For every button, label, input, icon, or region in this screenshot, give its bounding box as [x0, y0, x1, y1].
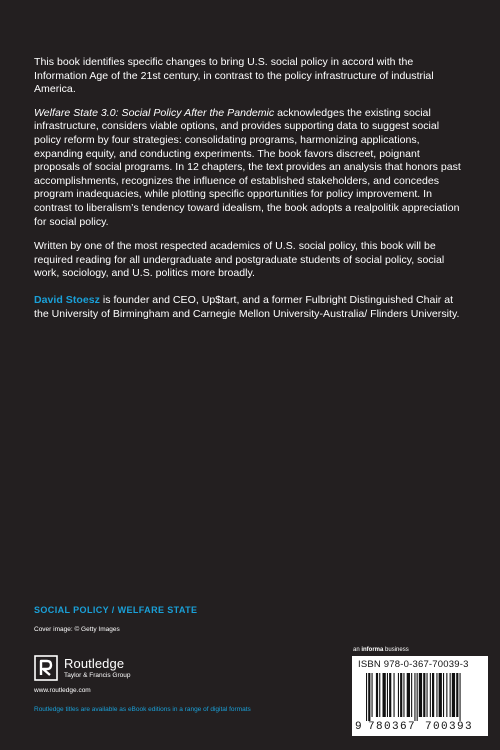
- barcode-bar: [414, 673, 415, 721]
- blurb-paragraph-3: Written by one of the most respected academics of U.S. social policy, this book will be required reading for all undergraduate and postgraduate students of social policy, social work, sociology, and U.S. politics more broadly.: [34, 240, 445, 280]
- barcode-bars: [366, 673, 478, 721]
- publisher-group: Taylor & Francis Group: [64, 672, 131, 679]
- barcode-digits-group-1: 780367: [368, 721, 417, 733]
- barcode-bar: [407, 673, 410, 717]
- blurb-paragraph-2: [34, 107, 466, 229]
- barcode-bar: [387, 673, 388, 717]
- barcode-bar: [419, 673, 422, 717]
- barcode-bar: [432, 673, 434, 717]
- cover-image-credit: Cover image: © Getty Images: [34, 626, 120, 633]
- informa-brand: informa: [361, 647, 384, 653]
- barcode-bar: [411, 673, 412, 717]
- book-title-italic: Welfare State 3.0: Social Policy After the Pandemic: [34, 106, 275, 119]
- blurb-paragraph-1: This book identifies specific changes to bring U.S. social policy in accord with the Information Age of the 21st century, in contrast to the policy infrastructure of industrial America.: [34, 56, 434, 96]
- barcode-bar: [400, 673, 402, 717]
- barcode-bar: [417, 673, 418, 721]
- barcode-bar: [379, 673, 380, 717]
- barcode-bar: [450, 673, 451, 717]
- barcode-bar: [403, 673, 404, 717]
- back-cover-blurb: [34, 56, 466, 331]
- barcode-digits-group-2: 700393: [425, 721, 474, 733]
- ebook-availability-note: Routledge titles are available as eBook editions in a range of digital formats: [34, 706, 251, 713]
- barcode-bar: [443, 673, 444, 717]
- routledge-logo-icon: [34, 655, 58, 681]
- barcode-bar: [423, 673, 425, 717]
- publisher-logo: [34, 655, 194, 681]
- barcode-bar: [368, 673, 370, 721]
- author-bio-text: is founder and CEO, Up$tart, and a former Fulbright Distinguished Chair at the University of Birmingham and Carnegie Mellon University-Australia/ Flinders University.: [34, 293, 460, 320]
- barcode-bar: [460, 673, 461, 721]
- barcode-bar: [383, 673, 386, 717]
- barcode-bar: [430, 673, 431, 717]
- publisher-website: www.routledge.com: [34, 687, 91, 694]
- author-name: David Stoesz: [34, 293, 100, 306]
- isbn-barcode: [352, 656, 488, 736]
- barcode-bar: [376, 673, 378, 717]
- isbn-label: ISBN 978-0-367-70039-3: [358, 659, 469, 670]
- informa-business-tag: [353, 647, 409, 653]
- barcode-bar: [436, 673, 437, 717]
- informa-prefix: an: [353, 647, 362, 653]
- barcode-bar: [446, 673, 447, 717]
- blurb-paragraph-2-text: acknowledges the existing social infrastructure, considers viable options, and provides supporting data to suggest social policy reform by four strategies: consolidating programs, harmonizing applications, expanding equity, and conducting experiments. The book favors discreet, poignant proposals of social programs. In 12 chapters, the text provides an analysis that honors past accomplishments, recognizes the influence of established stakeholders, and concedes program inadequacies, while plotting specific opportunities for policy improvement. In contrast to liberalism’s tendency toward idealism, the book adopts a realpolitik appreciation for social policy.: [34, 106, 461, 228]
- barcode-bar: [427, 673, 428, 717]
- barcode-bar: [394, 673, 395, 717]
- barcode-bar: [439, 673, 442, 717]
- informa-suffix: business: [383, 647, 409, 653]
- barcode-bar: [456, 673, 458, 717]
- subject-category: SOCIAL POLICY / WELFARE STATE: [34, 605, 198, 615]
- barcode-bar: [372, 673, 373, 717]
- barcode-bar: [452, 673, 455, 717]
- barcode-bar: [366, 673, 367, 721]
- barcode-digit-lead: 9: [355, 721, 362, 733]
- author-bio: [34, 294, 466, 321]
- publisher-name: Routledge: [64, 656, 125, 671]
- barcode-bar: [398, 673, 399, 717]
- barcode-bar: [389, 673, 391, 717]
